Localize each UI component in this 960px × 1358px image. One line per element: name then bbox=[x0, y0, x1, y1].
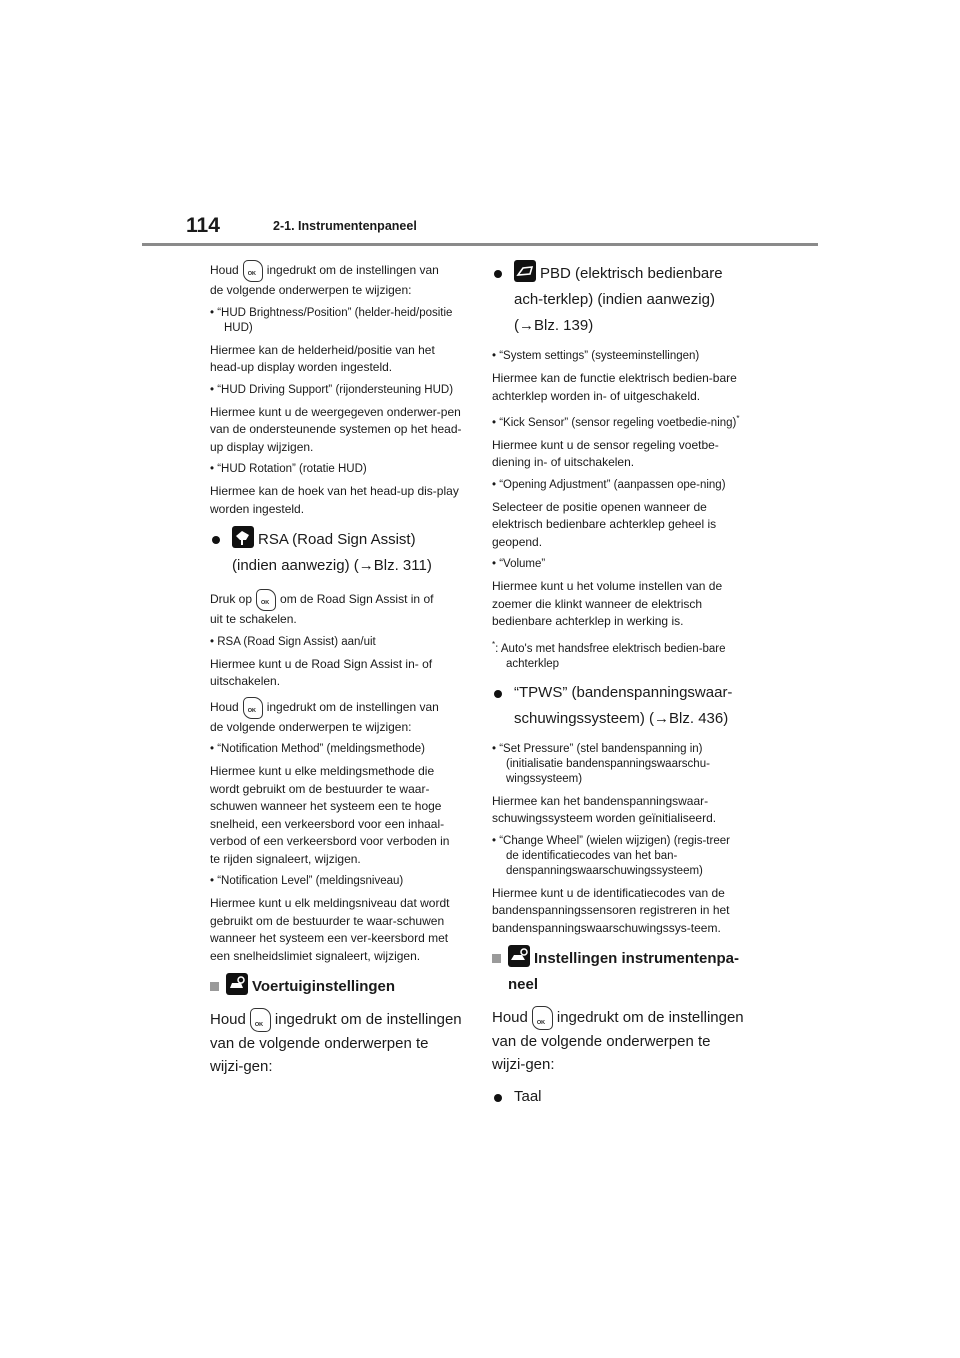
description: Hiermee kan de helderheid/positie van het head-up display worden ingesteld. bbox=[210, 342, 435, 374]
text: Houd bbox=[210, 263, 239, 278]
bullet-item: • “Notification Method” (meldingsmethode) bbox=[210, 743, 425, 755]
text: van de volgende onderwerpen te wijzi-gen: bbox=[210, 1035, 429, 1076]
description: Hiermee kunt u elke meldingsmethode die wordt gebruikt om de bestuurder te waar-schuwen wanneer het systeem een te hoge snelheid, een verkeersbord voor een inhaal-verbod of een verkeersbord voor verboden in te rijden signaleert, wijzigen. bbox=[210, 764, 450, 866]
description: Hiermee kunt u het volume instellen van de zoemer die klinkt wanneer de elektrisch bedienbare achterklep in werking is. bbox=[492, 579, 723, 629]
language-heading bbox=[492, 1084, 744, 1110]
description: Hiermee kan het bandenspanningswaar-schuwingssysteem worden geïnitialiseerd. bbox=[492, 793, 717, 826]
bullet-item: • “HUD Brightness/Position” (helder-heid/positie HUD) bbox=[210, 306, 453, 334]
page-number: 114 bbox=[186, 214, 220, 237]
text: om de Road Sign Assist in of bbox=[280, 592, 434, 607]
description: Hiermee kunt u de Road Sign Assist in- of uitschakelen. bbox=[210, 656, 433, 688]
heading-text: Taal bbox=[514, 1088, 542, 1106]
bullet-item bbox=[492, 411, 744, 431]
vehicle-settings-icon bbox=[226, 973, 248, 995]
bullet-dot-icon bbox=[494, 1094, 502, 1102]
left-column bbox=[210, 260, 462, 1084]
ok-button-icon bbox=[243, 697, 263, 719]
bullet-item: • “HUD Driving Support” (rijondersteuning HUD) bbox=[210, 383, 454, 396]
description: Hiermee kan de hoek van het head-up dis-play worden ingesteld. bbox=[210, 484, 459, 516]
text: ingedrukt om de instellingen bbox=[274, 1011, 462, 1028]
text: de volgende onderwerpen te wijzigen: bbox=[210, 719, 412, 734]
text: ingedrukt om de instellingen bbox=[556, 1009, 744, 1027]
ok-label: OK bbox=[261, 600, 270, 606]
description: Hiermee kunt u de identificatiecodes van de bandenspanningssensoren registreren in het bandenspanningswaarschuwingssys-teem. bbox=[492, 885, 730, 935]
text: ingedrukt om de instellingen van bbox=[266, 699, 439, 714]
text: ingedrukt om de instellingen van bbox=[266, 263, 439, 278]
ok-button-icon bbox=[243, 260, 263, 282]
paragraph bbox=[210, 1008, 462, 1078]
bullet-item: • “Notification Level” (meldingsniveau) bbox=[210, 875, 404, 887]
text: uit te schakelen. bbox=[210, 612, 297, 626]
text: de volgende onderwerpen te wijzigen: bbox=[210, 283, 412, 297]
bullet-item: • “Volume” bbox=[492, 558, 546, 571]
footnote-marker: * bbox=[736, 414, 740, 423]
road-sign-assist-icon bbox=[232, 526, 254, 548]
vehicle-settings-heading bbox=[210, 973, 462, 1000]
description: Hiermee kunt u de weergegeven onderwer-pen van de ondersteunende systemen op het head-up display wijzigen. bbox=[210, 404, 462, 454]
bullet-item: • “System settings” (systeeminstellingen) bbox=[492, 350, 700, 362]
text: : Auto's met handsfree elektrisch bedien-bare achterklep bbox=[495, 642, 726, 670]
heading-text: PBD (elektrisch bedienbare ach-terklep) (indien aanwezig) (→Blz. 139) bbox=[514, 265, 723, 334]
text: • “Kick Sensor” (sensor regeling voetbedie-ning) bbox=[492, 416, 737, 429]
text: van de volgende onderwerpen te wijzi-gen: bbox=[492, 1033, 711, 1074]
heading-text: RSA (Road Sign Assist) (indien aanwezig) (→Blz. 311) bbox=[232, 531, 432, 574]
heading-text: Instellingen instrumentenpa-neel bbox=[508, 950, 740, 994]
footnote bbox=[492, 637, 744, 672]
footnote-marker: * bbox=[492, 639, 496, 649]
header-rule bbox=[142, 243, 818, 246]
paragraph bbox=[492, 1006, 744, 1076]
bullet-dot-icon bbox=[494, 270, 502, 278]
square-bullet-icon bbox=[492, 954, 501, 963]
bullet-item: • “Opening Adjustment” (aanpassen ope-ning) bbox=[492, 478, 726, 491]
pbd-heading bbox=[492, 260, 744, 339]
paragraph bbox=[210, 589, 462, 629]
bullet-dot-icon bbox=[494, 690, 502, 698]
heading-text: “TPWS” (bandenspanningswaar-schuwingssysteem) (→Blz. 436) bbox=[514, 683, 733, 727]
instrument-settings-heading bbox=[492, 945, 744, 998]
ok-button-icon bbox=[250, 1008, 271, 1032]
paragraph bbox=[210, 697, 462, 737]
heading-text: Voertuiginstellingen bbox=[252, 978, 396, 995]
ok-label: OK bbox=[247, 271, 256, 277]
text: Houd bbox=[210, 1011, 246, 1028]
bullet-dot-icon bbox=[212, 536, 220, 544]
ok-label: OK bbox=[254, 1022, 264, 1029]
tpws-heading bbox=[492, 680, 744, 732]
text: Houd bbox=[492, 1009, 528, 1027]
instrument-panel-icon bbox=[508, 945, 530, 967]
description: Selecteer de positie openen wanneer de elektrisch bedienbare achterklep geheel is geopend. bbox=[492, 499, 717, 549]
ok-label: OK bbox=[536, 1020, 546, 1027]
power-back-door-icon bbox=[514, 260, 536, 282]
description: Hiermee kan de functie elektrisch bedien-bare achterklep worden in- of uitgeschakeld. bbox=[492, 371, 737, 403]
ok-button-icon bbox=[532, 1006, 553, 1030]
text: Houd bbox=[210, 699, 239, 714]
right-column bbox=[492, 260, 744, 1120]
bullet-item: • “HUD Rotation” (rotatie HUD) bbox=[210, 463, 367, 475]
description: Hiermee kunt u elk meldingsniveau dat wordt gebruikt om de bestuurder te waar-schuwen wanneer het systeem een ver-keersbord met een snelheidslimiet signaleert, wijzigen. bbox=[210, 896, 450, 963]
bullet-item: • “Set Pressure” (stel bandenspanning in) (initialisatie bandenspanningswaarschu-wingssysteem) bbox=[492, 742, 710, 785]
ok-label: OK bbox=[247, 707, 256, 714]
bullet-item: • RSA (Road Sign Assist) aan/uit bbox=[210, 635, 376, 648]
square-bullet-icon bbox=[210, 982, 219, 991]
paragraph bbox=[210, 260, 462, 300]
bullet-item: • “Change Wheel” (wielen wijzigen) (regis-treer de identificatiecodes van het ban-denspanningswaarschuwingssysteem) bbox=[492, 834, 730, 877]
text: Druk op bbox=[210, 592, 253, 607]
ok-button-icon bbox=[256, 589, 276, 611]
section-title: 2-1. Instrumentenpaneel bbox=[273, 219, 417, 233]
rsa-heading bbox=[210, 526, 462, 579]
description: Hiermee kunt u de sensor regeling voetbe-diening in- of uitschakelen. bbox=[492, 437, 719, 470]
